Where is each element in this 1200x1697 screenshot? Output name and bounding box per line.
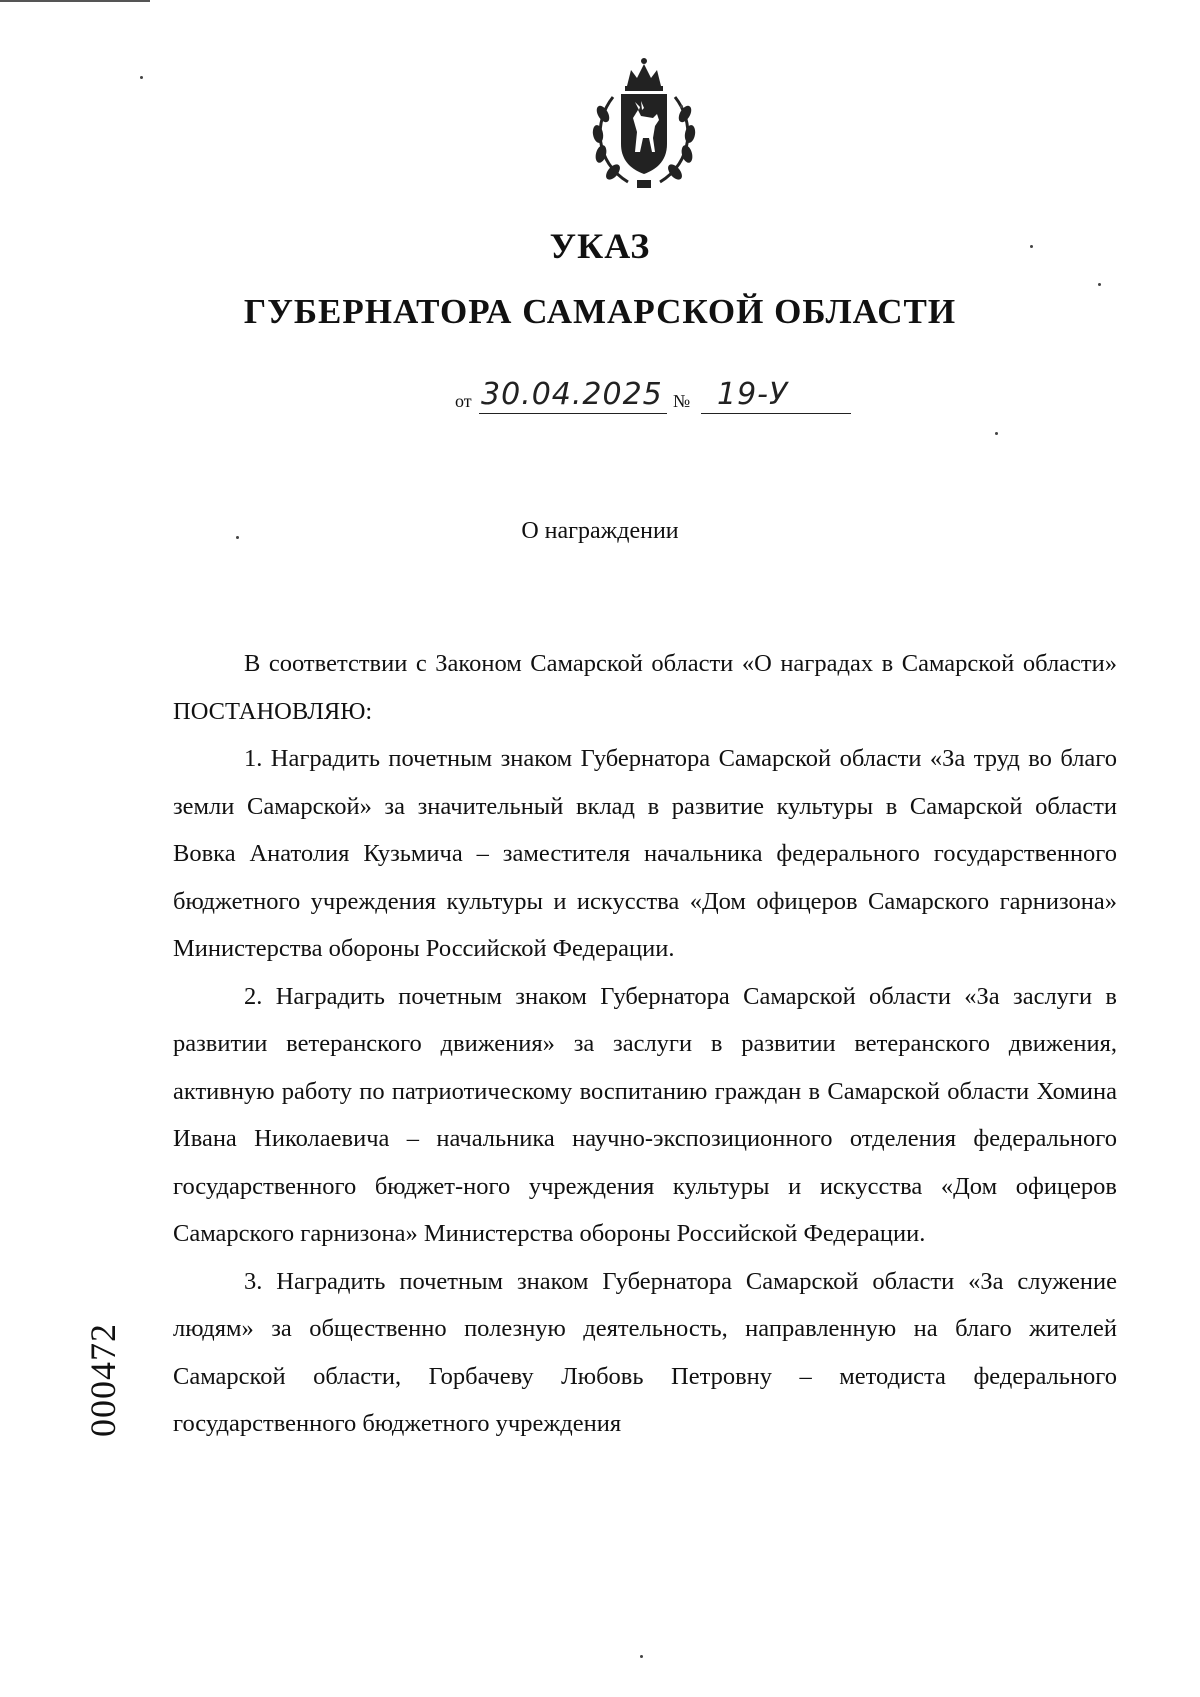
scan-speck — [236, 536, 239, 539]
vertical-serial-number: 000472 — [83, 1323, 123, 1437]
scan-speck — [640, 1655, 643, 1658]
scan-speck — [1098, 283, 1101, 286]
scan-speck — [680, 105, 683, 108]
document-type-title: УКАЗ — [549, 226, 651, 266]
subject-heading: О награждении — [521, 518, 679, 544]
award-item-1: 1. Наградить почетным знаком Губернатора Самарской области «За труд во благо земли Самарской» за значительный вклад в развитие культуры в Самарской области Вовка Анатолия Кузьмича – заместителя начальника федерального государственного бюджетного учреждения культуры и искусства «Дом офицеров Самарского гарнизона» Министерства обороны Российской Федерации. — [173, 745, 1117, 962]
date-underline — [479, 413, 667, 414]
decree-body — [173, 640, 1117, 1448]
award-item-2: 2. Наградить почетным знаком Губернатора Самарской области «За заслуги в развитии ветеранского движения» за заслуги в развитии ветеранского движения, активную работу по патриотическому воспитанию граждан в Самарской области Хомина Ивана Николаевича – начальника научно-экспозиционного отделения федерального государственного бюджет-ного учреждения культуры и искусства «Дом офицеров Самарского гарнизона» Министерства обороны Российской Федерации. — [173, 982, 1117, 1247]
scan-speck — [140, 76, 143, 79]
number-underline — [701, 413, 851, 414]
samara-coat-of-arms-icon — [583, 52, 705, 192]
preamble-paragraph: В соответствии с Законом Самарской области «О наградах в Самарской области» ПОСТАНОВЛЯЮ: — [173, 650, 1117, 725]
top-edge-rule — [0, 0, 150, 2]
award-item-3: 3. Наградить почетным знаком Губернатора Самарской области «За служение людям» за общественно полезную деятельность, направленную на благо жителей Самарской области, Горбачеву Любовь Петровну – методиста федерального государственного бюджетного учреждения — [173, 1267, 1117, 1437]
date-number-line — [455, 378, 855, 418]
scan-speck — [1030, 245, 1033, 248]
issuer-title: ГУБЕРНАТОРА САМАРСКОЙ ОБЛАСТИ — [243, 292, 957, 331]
number-prefix: № — [673, 391, 691, 411]
date-value: 30.04.2025 — [481, 377, 663, 412]
number-value: 19-У — [717, 377, 789, 412]
scan-speck — [995, 432, 998, 435]
date-prefix: от — [455, 391, 472, 411]
